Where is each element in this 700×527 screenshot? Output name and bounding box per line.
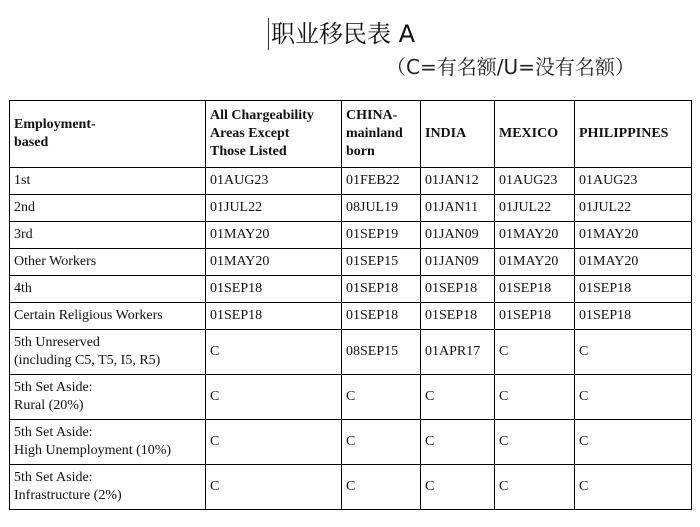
row-category: 5th Set Aside: High Unemployment (10%) xyxy=(10,420,206,465)
cell-china: 01FEB22 xyxy=(342,168,421,195)
cell-india: 01JAN09 xyxy=(421,222,495,249)
cell-all-chargeability: 01AUG23 xyxy=(206,168,342,195)
row-category: 3rd xyxy=(10,222,206,249)
cell-philippines: 01SEP18 xyxy=(575,276,692,303)
cell-india: C xyxy=(421,420,495,465)
table-row xyxy=(10,420,692,465)
cell-all-chargeability: C xyxy=(206,465,342,510)
cell-philippines: C xyxy=(575,420,692,465)
header-mexico: MEXICO xyxy=(495,101,575,168)
cell-china: 01SEP18 xyxy=(342,303,421,330)
cell-philippines: 01JUL22 xyxy=(575,195,692,222)
cell-mexico: C xyxy=(495,375,575,420)
cell-china: 01SEP18 xyxy=(342,276,421,303)
row-category: 5th Set Aside: Rural (20%) xyxy=(10,375,206,420)
table-row xyxy=(10,303,692,330)
cell-mexico: 01MAY20 xyxy=(495,249,575,276)
cell-china: 01SEP15 xyxy=(342,249,421,276)
cell-mexico: C xyxy=(495,330,575,375)
cell-china: C xyxy=(342,465,421,510)
cell-philippines: C xyxy=(575,465,692,510)
cell-india: C xyxy=(421,465,495,510)
row-category: 5th Set Aside: Infrastructure (2%) xyxy=(10,465,206,510)
cell-china: C xyxy=(342,420,421,465)
cell-mexico: C xyxy=(495,420,575,465)
row-category: 1st xyxy=(10,168,206,195)
cell-philippines: 01MAY20 xyxy=(575,249,692,276)
cell-india: C xyxy=(421,375,495,420)
row-category: 5th Unreserved (including C5, T5, I5, R5) xyxy=(10,330,206,375)
table-row xyxy=(10,222,692,249)
table-row xyxy=(10,168,692,195)
cell-all-chargeability: 01MAY20 xyxy=(206,222,342,249)
cell-all-chargeability: C xyxy=(206,420,342,465)
cell-china: 08SEP15 xyxy=(342,330,421,375)
row-category: 4th xyxy=(10,276,206,303)
cell-mexico: C xyxy=(495,465,575,510)
table-row xyxy=(10,249,692,276)
cell-china: 08JUL19 xyxy=(342,195,421,222)
table-row xyxy=(10,195,692,222)
cell-india: 01JAN12 xyxy=(421,168,495,195)
cell-china: C xyxy=(342,375,421,420)
table-row xyxy=(10,330,692,375)
cell-all-chargeability: 01SEP18 xyxy=(206,303,342,330)
cell-india: 01SEP18 xyxy=(421,276,495,303)
cell-india: 01APR17 xyxy=(421,330,495,375)
cell-mexico: 01MAY20 xyxy=(495,222,575,249)
table-row xyxy=(10,375,692,420)
cell-mexico: 01JUL22 xyxy=(495,195,575,222)
header-india: INDIA xyxy=(421,101,495,168)
cell-philippines: 01AUG23 xyxy=(575,168,692,195)
table-row xyxy=(10,276,692,303)
visa-bulletin-table xyxy=(9,100,692,510)
cell-india: 01JAN11 xyxy=(421,195,495,222)
row-category: Certain Religious Workers xyxy=(10,303,206,330)
cell-philippines: 01SEP18 xyxy=(575,303,692,330)
cell-mexico: 01AUG23 xyxy=(495,168,575,195)
header-category: Employment- based xyxy=(10,101,206,168)
cell-mexico: 01SEP18 xyxy=(495,276,575,303)
row-category: 2nd xyxy=(10,195,206,222)
cell-philippines: C xyxy=(575,330,692,375)
page-title: 职业移民表 A xyxy=(268,18,415,50)
cell-philippines: C xyxy=(575,375,692,420)
header-china: CHINA- mainland born xyxy=(342,101,421,168)
page-subtitle: （C=有名额/U=没有名额） xyxy=(386,55,635,79)
cell-mexico: 01SEP18 xyxy=(495,303,575,330)
cell-all-chargeability: 01JUL22 xyxy=(206,195,342,222)
cell-all-chargeability: 01MAY20 xyxy=(206,249,342,276)
cell-all-chargeability: C xyxy=(206,375,342,420)
cell-china: 01SEP19 xyxy=(342,222,421,249)
header-philippines: PHILIPPINES xyxy=(575,101,692,168)
header-all-chargeability: All Chargeability Areas Except Those Listed xyxy=(206,101,342,168)
table-row xyxy=(10,465,692,510)
cell-india: 01JAN09 xyxy=(421,249,495,276)
row-category: Other Workers xyxy=(10,249,206,276)
cell-all-chargeability: C xyxy=(206,330,342,375)
cell-all-chargeability: 01SEP18 xyxy=(206,276,342,303)
cell-india: 01SEP18 xyxy=(421,303,495,330)
table-header-row xyxy=(10,101,692,168)
cell-philippines: 01MAY20 xyxy=(575,222,692,249)
